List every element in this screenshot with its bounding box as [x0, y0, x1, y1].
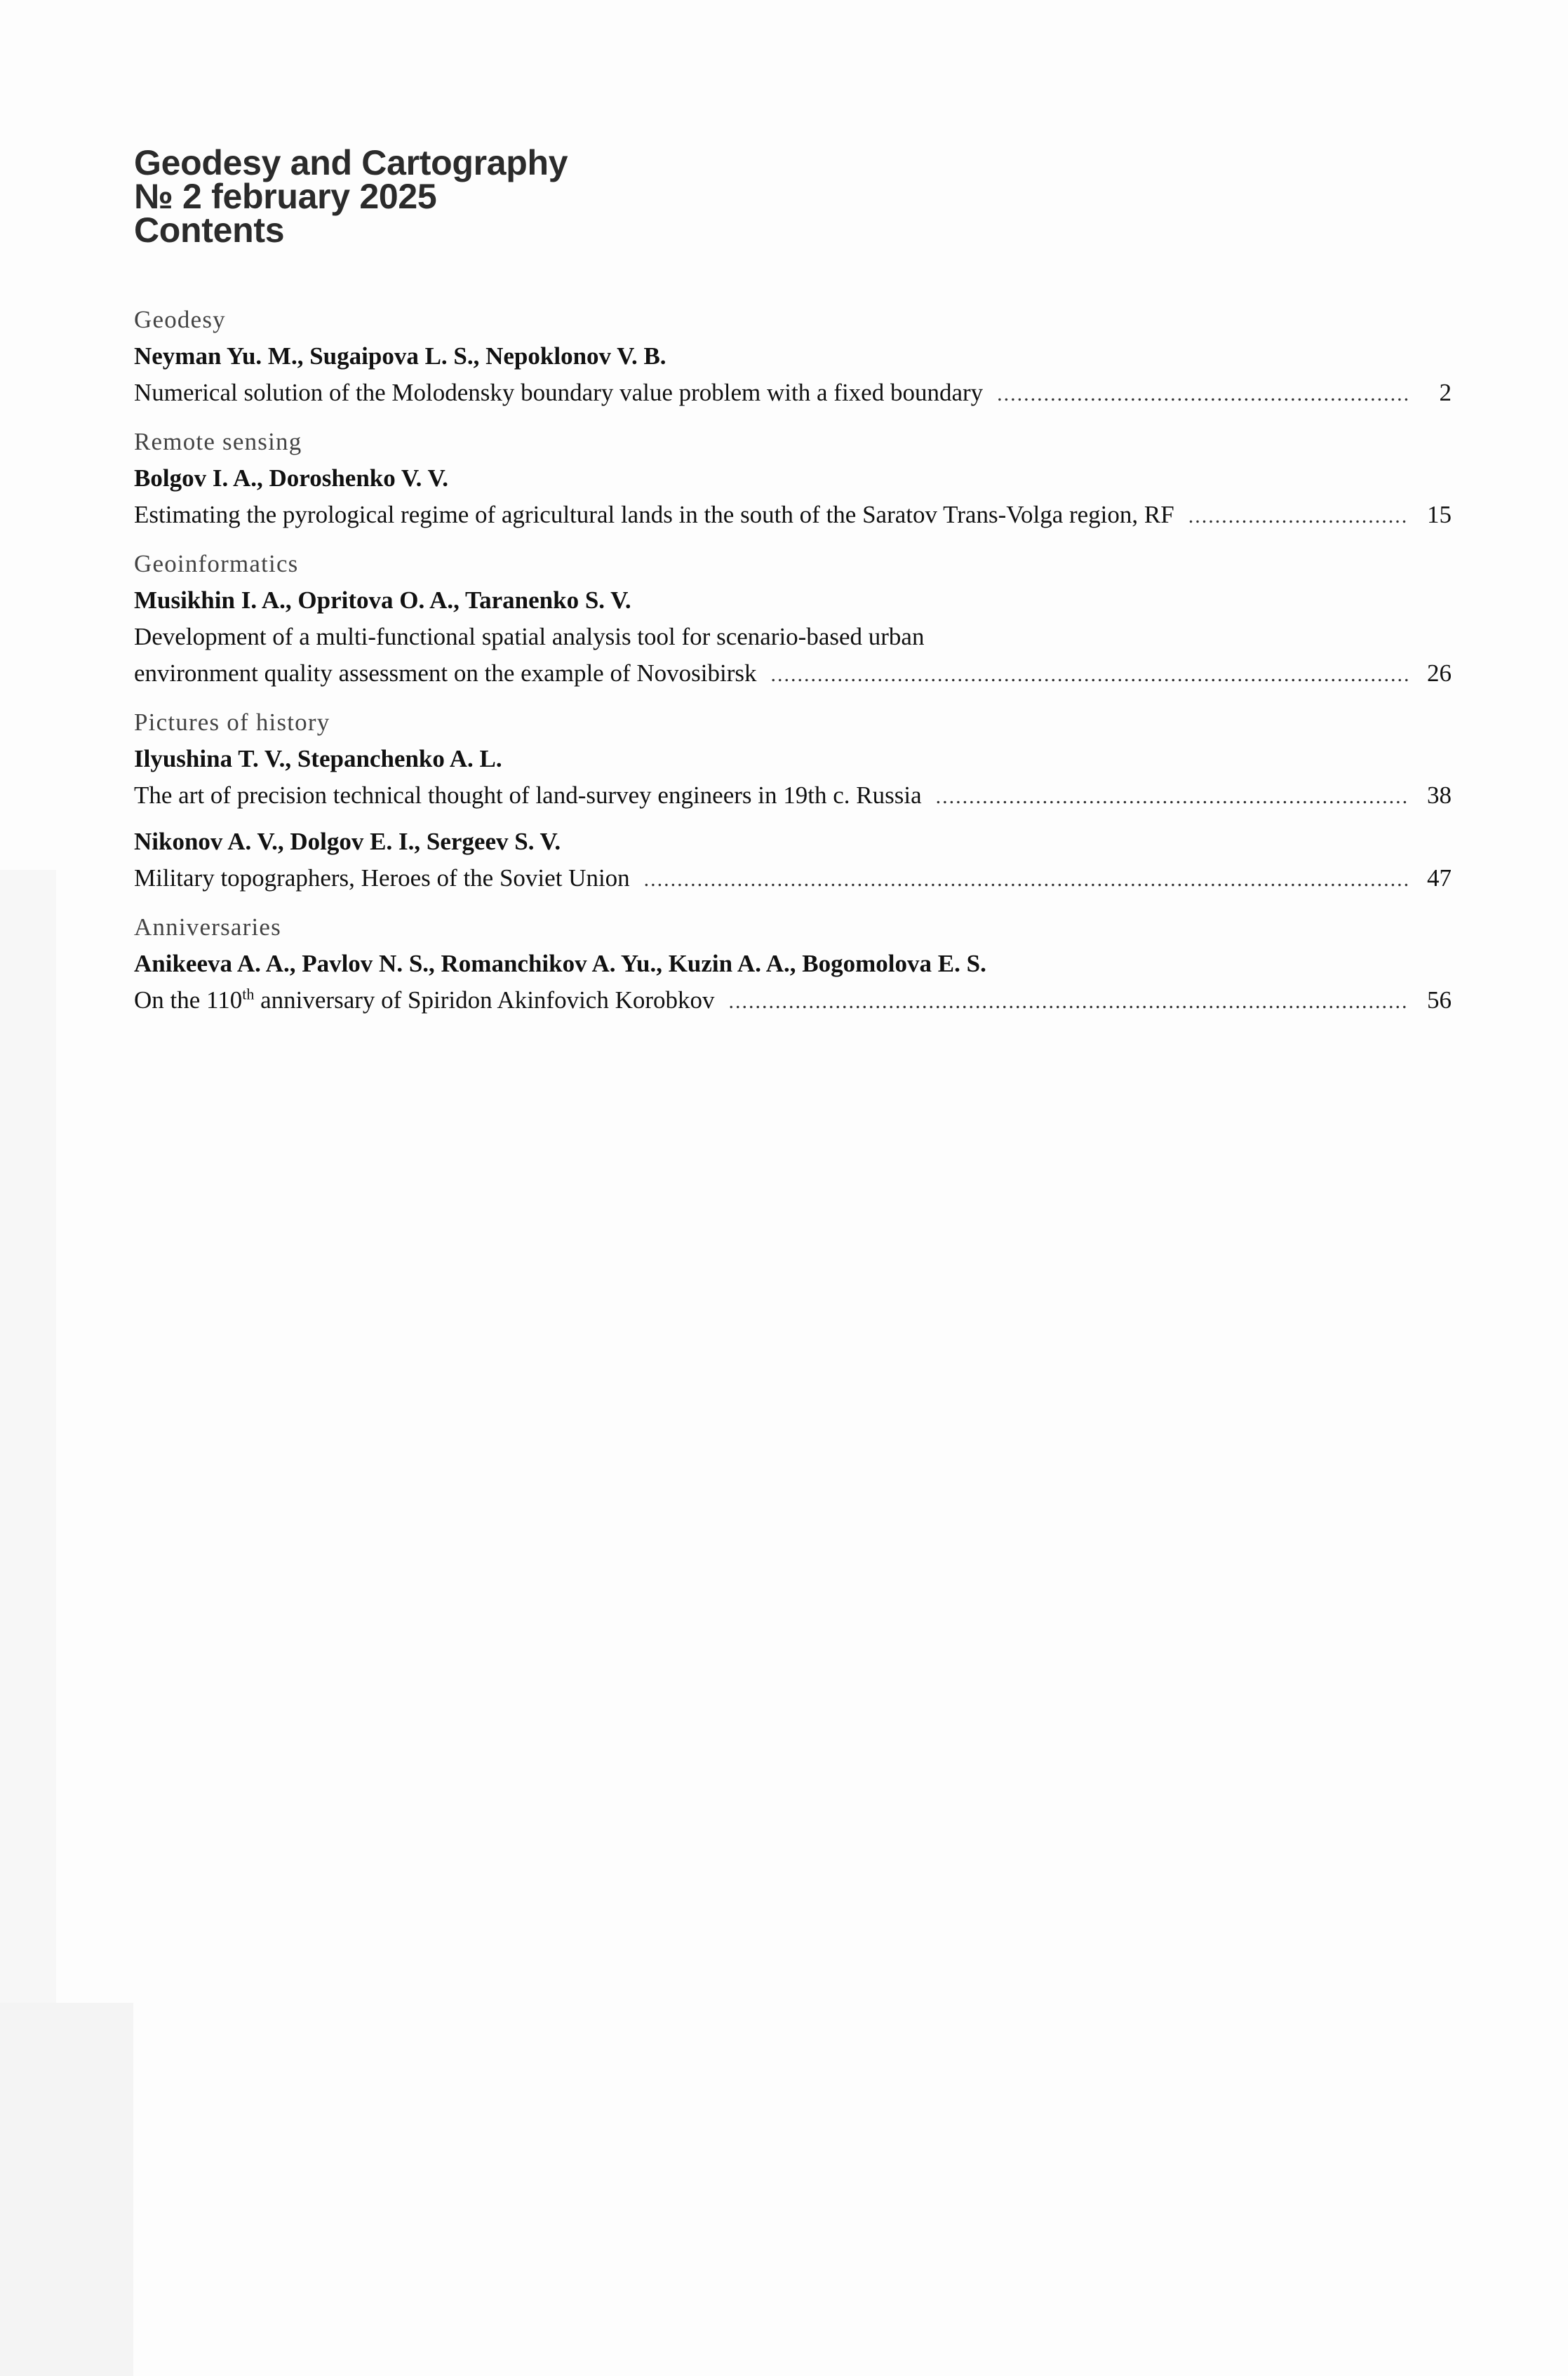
dot-leader — [936, 779, 1409, 815]
scan-edge-artifact — [0, 2003, 133, 2376]
dot-leader — [644, 861, 1409, 898]
entry-title-row — [134, 860, 1452, 897]
page-number: 2 — [1439, 379, 1452, 406]
toc-section — [134, 546, 1452, 692]
entry-authors: Nikonov A. V., Dolgov E. I., Sergeev S. V. — [134, 828, 561, 855]
entry-authors: Bolgov I. A., Doroshenko V. V. — [134, 464, 449, 492]
toc-entry[interactable] — [134, 824, 1452, 897]
toc-entry[interactable] — [134, 460, 1452, 533]
entry-title — [134, 982, 715, 1019]
page-number: 38 — [1427, 781, 1452, 809]
entry-title: environment quality assessment on the example of Novosibirsk — [134, 659, 757, 687]
section-title: Geodesy — [134, 306, 226, 333]
entry-title-part: On the 110 — [134, 986, 243, 1014]
dot-leader — [729, 984, 1409, 1020]
entry-title-row — [134, 777, 1452, 814]
contents-heading: Contents — [134, 210, 285, 250]
entry-title-row — [134, 497, 1452, 533]
page-number: 26 — [1427, 659, 1452, 687]
toc-section — [134, 424, 1452, 533]
dot-leader — [1188, 498, 1409, 535]
page-number: 47 — [1427, 864, 1452, 892]
entry-title: Military topographers, Heroes of the Soviet Union — [134, 864, 630, 892]
issue-line: № 2 february 2025 — [134, 177, 437, 216]
entry-authors: Neyman Yu. M., Sugaipova L. S., Nepoklonov V. B. — [134, 342, 666, 370]
ordinal-superscript: th — [242, 985, 255, 1003]
entry-title-line: Development of a multi-functional spatial analysis tool for scenario-based urban — [134, 623, 925, 650]
page-number: 15 — [1427, 501, 1452, 528]
toc-entry[interactable] — [134, 946, 1452, 1019]
entry-authors: Musikhin I. A., Opritova O. A., Taranenko S. V. — [134, 586, 631, 614]
entry-authors: Ilyushina T. V., Stepanchenko A. L. — [134, 745, 502, 772]
journal-title: Geodesy and Cartography — [134, 143, 568, 182]
toc-section — [134, 704, 1452, 897]
entry-title-part: anniversary of Spiridon Akinfovich Korobkov — [254, 986, 715, 1014]
toc-entry[interactable] — [134, 338, 1452, 411]
section-title: Geoinformatics — [134, 550, 299, 577]
dot-leader — [997, 376, 1409, 412]
masthead — [134, 143, 568, 250]
section-title: Remote sensing — [134, 428, 302, 455]
entry-title: Numerical solution of the Molodensky boundary value problem with a fixed boundary — [134, 379, 984, 406]
scan-edge-artifact — [0, 870, 56, 2006]
section-title: Pictures of history — [134, 709, 330, 736]
dot-leader — [770, 657, 1409, 693]
section-title: Anniversaries — [134, 913, 281, 941]
entry-title-row — [134, 375, 1452, 411]
entry-title: The art of precision technical thought of land-survey engineers in 19th c. Russia — [134, 781, 922, 809]
table-of-contents — [134, 302, 1452, 1031]
entry-authors: Anikeeva A. A., Pavlov N. S., Romanchikov A. Yu., Kuzin A. A., Bogomolova E. S. — [134, 950, 986, 977]
page-number: 56 — [1427, 986, 1452, 1014]
toc-entry[interactable] — [134, 741, 1452, 814]
entry-title: Estimating the pyrological regime of agricultural lands in the south of the Saratov Trans-Volga region, RF — [134, 501, 1174, 528]
entry-title-row — [134, 655, 1452, 692]
toc-section — [134, 909, 1452, 1019]
entry-title-row — [134, 982, 1452, 1019]
toc-section — [134, 302, 1452, 411]
toc-entry[interactable] — [134, 582, 1452, 692]
